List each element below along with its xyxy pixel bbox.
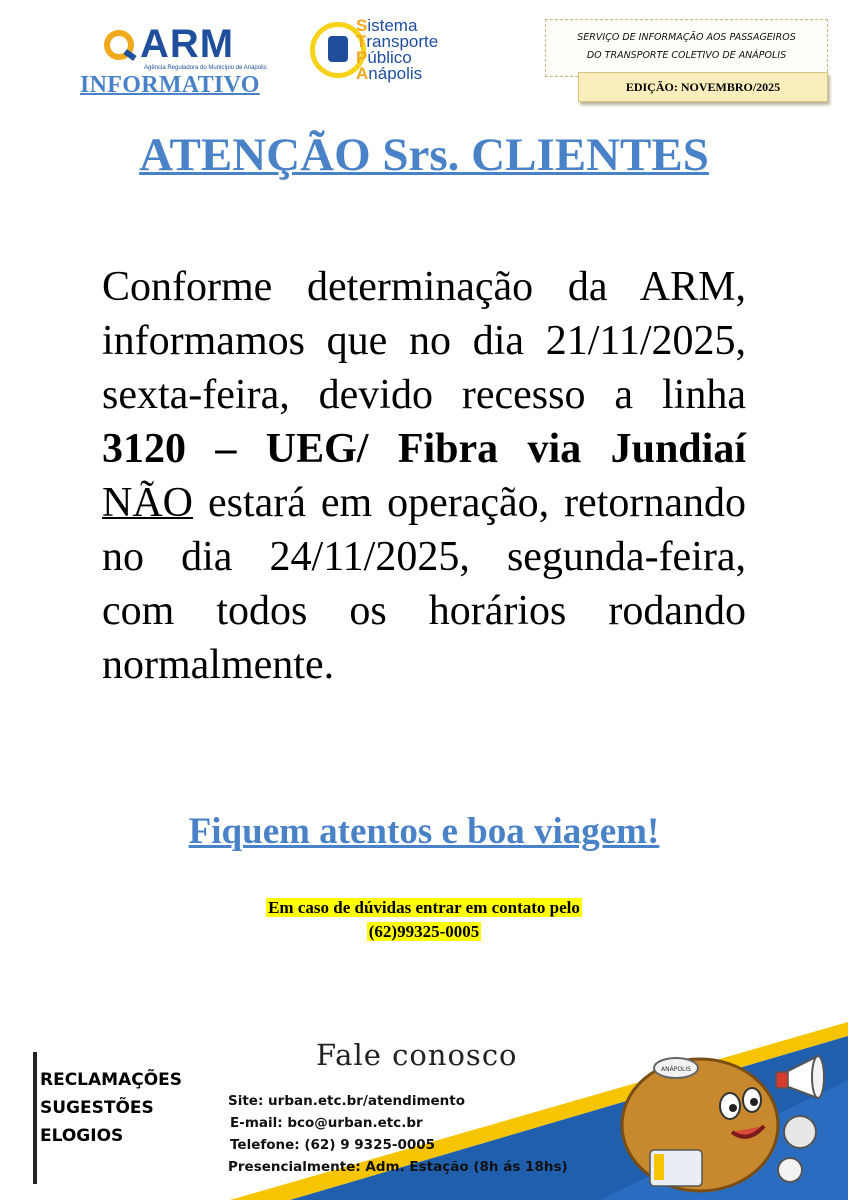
email-link: E-mail: bco@urban.etc.br: [230, 1115, 423, 1131]
presencial-text: Presencialmente: Adm. Estação (8h ás 18hs): [228, 1159, 568, 1175]
informativo-label: INFORMATIVO: [80, 72, 260, 98]
contact-note: [0, 896, 848, 944]
closing-message: Fiquem atentos e boa viagem!: [188, 811, 660, 852]
footer-banner: [0, 1020, 848, 1200]
contact-phone: (62)99325-0005: [368, 922, 480, 941]
stpa-line-2: Transporte: [356, 32, 439, 51]
stpa-logo: [306, 16, 481, 86]
feedback-item: RECLAMAÇÕES: [40, 1070, 183, 1090]
arm-logo: [104, 22, 266, 70]
arm-logo-text: ARM: [140, 22, 235, 66]
body-text-2: estará em operação, retornando no dia 24/11/2025, segunda-feira, com todos os horários rodando normalmente.: [102, 480, 746, 688]
service-line-2: DO TRANSPORTE COLETIVO DE ANÁPOLIS: [586, 50, 787, 61]
contact-note-line-1: Em caso de dúvidas entrar em contato pelo: [268, 898, 580, 917]
service-line-1: SERVIÇO DE INFORMAÇÃO AOS PASSAGEIROS: [577, 32, 796, 43]
contact-info: [228, 1090, 568, 1178]
feedback-item: SUGESTÕES: [40, 1098, 154, 1118]
bus-icon: [328, 36, 348, 62]
stpa-line-3: Público: [356, 48, 412, 67]
arm-magnifier-icon: [104, 30, 134, 60]
notice-body: [102, 260, 746, 692]
mascot-cap-text: ANÁPOLIS: [661, 1066, 691, 1073]
body-text-1: Conforme determinação da ARM, informamos que no dia 21/11/2025, sexta-feira, devido recesso a linha: [102, 264, 746, 418]
fale-conosco-title: Fale conosco: [316, 1038, 518, 1072]
page-title: ATENÇÃO Srs. CLIENTES: [139, 129, 709, 181]
stpa-line-4: Anápolis: [356, 64, 423, 83]
arm-logo-subtitle: Agência Reguladora do Município de Anápolis: [144, 65, 267, 71]
feedback-item: ELOGIOS: [40, 1126, 124, 1146]
stpa-line-1: Sistema: [356, 16, 418, 35]
site-link: Site: urban.etc.br/atendimento: [228, 1093, 466, 1109]
feedback-list: [40, 1066, 182, 1150]
line-name: 3120 – UEG/ Fibra via Jundiaí: [102, 426, 746, 472]
service-info-box: [545, 19, 828, 77]
footer-divider: [33, 1052, 37, 1184]
edition-badge: EDIÇÃO: NOVEMBRO/2025: [578, 72, 828, 102]
nao-emphasis: NÃO: [102, 480, 193, 526]
telefone-text: Telefone: (62) 9 9325-0005: [230, 1137, 436, 1153]
